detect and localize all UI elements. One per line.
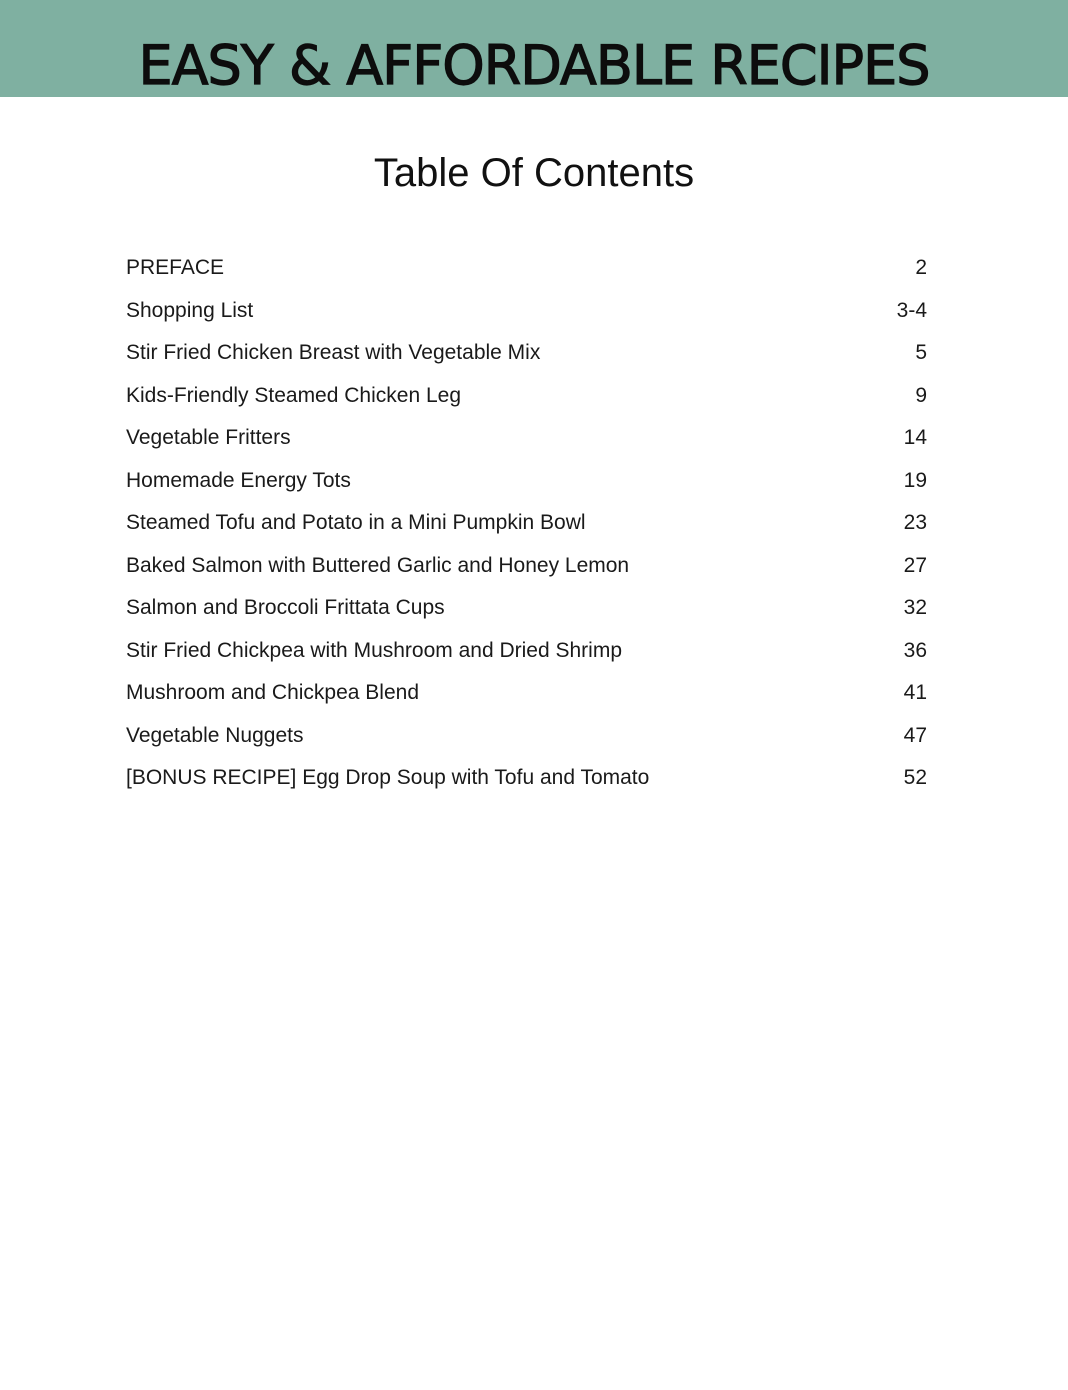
toc-entry-title: Homemade Energy Tots bbox=[126, 468, 351, 492]
toc-entry-title: Mushroom and Chickpea Blend bbox=[126, 681, 419, 705]
table-of-contents bbox=[126, 247, 927, 800]
banner-title: EASY & AFFORDABLE RECIPES bbox=[138, 33, 930, 97]
toc-entry bbox=[126, 290, 927, 333]
toc-entry-title: Stir Fried Chickpea with Mushroom and Dried Shrimp bbox=[126, 638, 623, 662]
toc-entry-page: 14 bbox=[903, 426, 927, 450]
toc-entry-title: Vegetable Nuggets bbox=[126, 723, 304, 747]
toc-entry-title: Kids-Friendly Steamed Chicken Leg bbox=[126, 383, 461, 407]
toc-entry bbox=[126, 460, 927, 503]
toc-entry-page: 9 bbox=[915, 383, 927, 407]
toc-entry bbox=[126, 375, 927, 418]
toc-entry-title: Stir Fried Chicken Breast with Vegetable Mix bbox=[126, 341, 541, 365]
toc-entry bbox=[126, 417, 927, 460]
toc-entry-title: Steamed Tofu and Potato in a Mini Pumpkin Bowl bbox=[126, 511, 586, 535]
toc-entry bbox=[126, 757, 927, 800]
toc-entry bbox=[126, 247, 927, 290]
toc-entry bbox=[126, 630, 927, 673]
toc-entry-page: 41 bbox=[903, 681, 927, 705]
toc-entry-title: PREFACE bbox=[126, 256, 225, 280]
toc-entry bbox=[126, 502, 927, 545]
toc-entry-page: 47 bbox=[903, 723, 927, 747]
toc-entry bbox=[126, 587, 927, 630]
toc-entry-page: 32 bbox=[903, 596, 927, 620]
toc-entry-page: 36 bbox=[903, 638, 927, 662]
header-banner bbox=[0, 0, 1068, 97]
toc-entry bbox=[126, 332, 927, 375]
toc-entry-page: 2 bbox=[915, 256, 927, 280]
toc-entry-page: 19 bbox=[903, 468, 927, 492]
toc-entry-title: [BONUS RECIPE] Egg Drop Soup with Tofu and Tomato bbox=[126, 766, 650, 790]
toc-entry-title: Baked Salmon with Buttered Garlic and Honey Lemon bbox=[126, 553, 630, 577]
toc-entry bbox=[126, 715, 927, 758]
toc-entry bbox=[126, 672, 927, 715]
toc-entry-title: Vegetable Fritters bbox=[126, 426, 291, 450]
toc-entry-page: 27 bbox=[903, 553, 927, 577]
toc-entry-page: 5 bbox=[915, 341, 927, 365]
toc-entry-page: 3-4 bbox=[896, 298, 927, 322]
toc-entry bbox=[126, 545, 927, 588]
toc-entry-title: Shopping List bbox=[126, 298, 254, 322]
page-title: Table Of Contents bbox=[373, 151, 695, 195]
toc-entry-page: 23 bbox=[903, 511, 927, 535]
toc-entry-page: 52 bbox=[903, 766, 927, 790]
toc-entry-title: Salmon and Broccoli Frittata Cups bbox=[126, 596, 445, 620]
